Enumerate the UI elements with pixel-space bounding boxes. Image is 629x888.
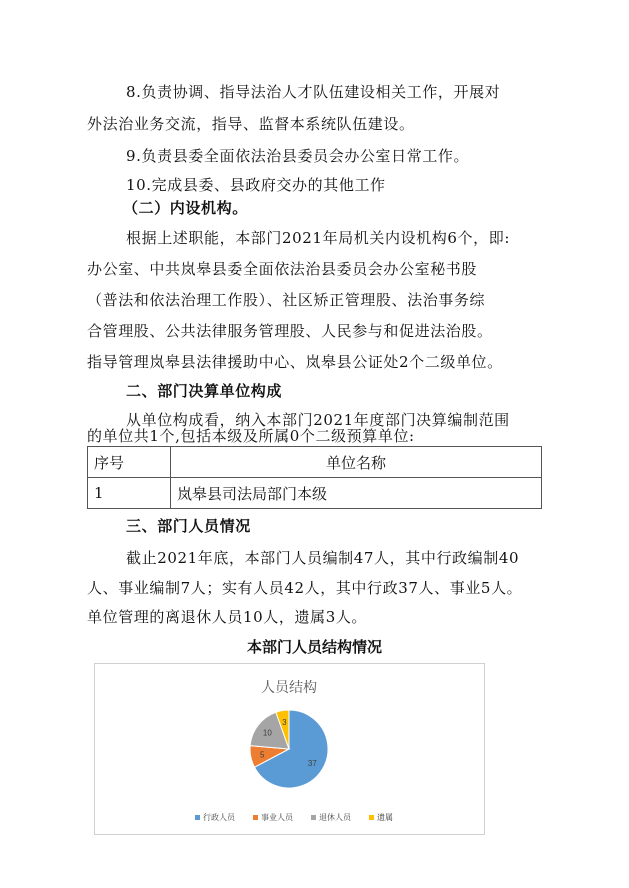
paragraph-10: 10.完成县委、县政府交办的其他工作: [126, 176, 386, 194]
internal-line-4: 合管理股、公共法律服务管理股、人民参与和促进法治股。: [87, 322, 493, 340]
chart-frame: [94, 663, 485, 835]
table-row: [88, 478, 542, 509]
heading-unit-composition: 二、部门决算单位构成: [126, 382, 283, 400]
staff-line-3: 单位管理的离退休人员10人，遗属3人。: [87, 608, 368, 626]
pie-chart: [95, 664, 484, 834]
internal-line-1: 根据上述职能，本部门2021年局机关内设机构6个，即:: [126, 229, 510, 247]
staff-line-2: 人、事业编制7人；实有人员42人，其中行政37人、事业5人。: [87, 579, 523, 597]
internal-line-5: 指导管理岚皋县法律援助中心、岚皋县公证处2个二级单位。: [87, 353, 503, 371]
units-table: [87, 446, 542, 509]
pie-data-label: 10: [262, 728, 272, 738]
legend-swatch: [369, 815, 374, 820]
legend-swatch: [253, 815, 258, 820]
staff-line-1: 截止2021年底，本部门人员编制47人，其中行政编制40: [126, 549, 520, 567]
table-header-cell: 序号: [88, 447, 171, 478]
chart-title: 人员结构: [261, 679, 317, 695]
units-line-2: 的单位共1个,包括本级及所属0个二级预算单位:: [87, 427, 415, 445]
heading-staff: 三、部门人员情况: [126, 517, 251, 535]
units-line-1: 从单位构成看，纳入本部门2021年度部门决算编制范围: [126, 411, 510, 429]
pie-data-label: 5: [260, 750, 265, 760]
chart-caption: 本部门人员结构情况: [246, 638, 382, 656]
legend-entry: 事业人员: [261, 813, 293, 822]
table-cell: 1: [88, 478, 171, 509]
legend-swatch: [311, 815, 316, 820]
table-header-row: [88, 447, 542, 478]
legend-swatch: [195, 815, 200, 820]
table-cell: 岚皋县司法局部门本级: [171, 478, 542, 509]
table-header-cell: 单位名称: [171, 447, 542, 478]
heading-internal-structure: （二）内设机构。: [123, 199, 248, 217]
pie-data-label: 37: [307, 759, 317, 769]
pie-data-label: 3: [282, 718, 287, 728]
legend-entry: 退休人员: [319, 813, 351, 822]
legend-entry: 遗属: [377, 813, 393, 822]
internal-line-2: 办公室、中共岚皋县委全面依法治县委员会办公室秘书股: [87, 260, 478, 278]
paragraph-8-line2: 外法治业务交流，指导、监督本系统队伍建设。: [87, 115, 415, 133]
legend-entry: 行政人员: [203, 813, 235, 822]
paragraph-8-line1: 8.负责协调、指导法治人才队伍建设相关工作，开展对: [126, 83, 501, 101]
paragraph-9: 9.负责县委全面依法治县委员会办公室日常工作。: [126, 147, 470, 165]
internal-line-3: （普法和依法治理工作股）、社区矫正管理股、法治事务综: [87, 291, 486, 309]
